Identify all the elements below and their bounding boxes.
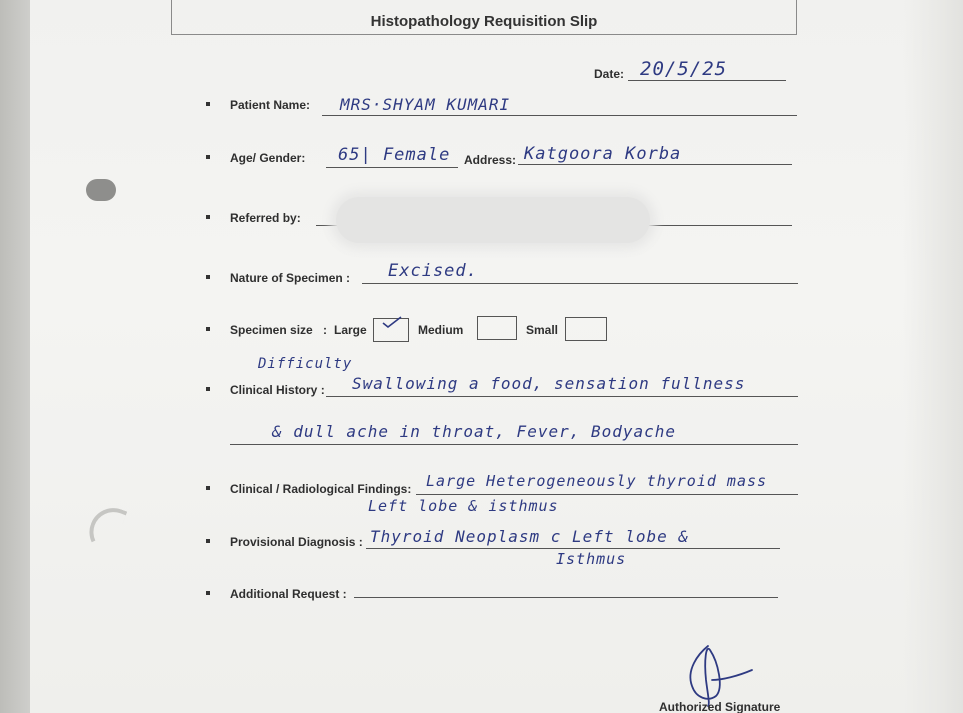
specimen-size-label: Specimen size: [230, 323, 313, 337]
specimen-size-colon: :: [323, 323, 327, 337]
referred-by-label: Referred by:: [230, 211, 301, 225]
size-medium-checkbox[interactable]: [477, 316, 517, 340]
patient-name-line: [322, 115, 797, 116]
authorized-signature-label: Authorized Signature: [659, 700, 781, 713]
bullet: [206, 102, 210, 106]
bullet: [206, 155, 210, 159]
clinical-history-line-1-text[interactable]: Swallowing a food, sensation fullness: [352, 374, 746, 393]
check-mark-icon: [382, 315, 402, 329]
additional-request-line: [354, 597, 778, 598]
date-label: Date:: [594, 67, 625, 81]
clinical-history-above[interactable]: Difficulty: [258, 356, 353, 372]
patient-name-label: Patient Name:: [230, 98, 311, 112]
clinical-history-line-2: [230, 444, 798, 445]
age-gender-line: [326, 167, 458, 168]
redacted-area: [336, 197, 650, 243]
nature-of-specimen-label: Nature of Specimen :: [230, 271, 351, 285]
age-gender-label: Age/ Gender:: [230, 151, 306, 165]
form-title: Histopathology Requisition Slip: [370, 12, 598, 30]
bullet: [206, 591, 210, 595]
clinical-history-label: Clinical History :: [230, 383, 325, 397]
size-large-label: Large: [334, 323, 367, 337]
size-small-label: Small: [526, 323, 559, 337]
additional-request-label: Additional Request :: [230, 587, 347, 601]
bullet: [206, 275, 210, 279]
age-gender-value[interactable]: 65| Female: [338, 145, 451, 165]
signature-icon: [678, 640, 758, 708]
bullet: [206, 327, 210, 331]
provisional-diagnosis-line-1-text[interactable]: Thyroid Neoplasm c Left lobe &: [370, 527, 689, 546]
address-line: [518, 164, 792, 165]
date-line: [628, 80, 786, 81]
provisional-diagnosis-label: Provisional Diagnosis :: [230, 535, 363, 549]
punch-hole: [86, 179, 116, 201]
paper-edge: [903, 0, 963, 713]
size-small-checkbox[interactable]: [565, 317, 607, 341]
findings-label: Clinical / Radiological Findings:: [230, 482, 412, 496]
bullet: [206, 387, 210, 391]
bullet: [206, 215, 210, 219]
clinical-history-line-2-text[interactable]: & dull ache in throat, Fever, Bodyache: [272, 422, 677, 441]
findings-line: [416, 494, 798, 495]
findings-line-1-text[interactable]: Large Heterogeneously thyroid mass: [426, 472, 768, 490]
bullet: [206, 486, 210, 490]
nature-of-specimen-value[interactable]: Excised.: [388, 261, 478, 281]
patient-name-value[interactable]: MRS·SHYAM KUMARI: [340, 95, 511, 114]
address-label: Address:: [464, 153, 517, 167]
provisional-diagnosis-line: [366, 548, 780, 549]
clinical-history-line-1: [326, 396, 798, 397]
title-box: [171, 0, 797, 35]
size-medium-label: Medium: [418, 323, 464, 337]
nature-of-specimen-line: [362, 283, 798, 284]
address-value[interactable]: Katgoora Korba: [524, 144, 682, 164]
findings-line-2-text[interactable]: Left lobe & isthmus: [368, 497, 559, 515]
date-value[interactable]: 20/5/25: [640, 58, 728, 80]
provisional-diagnosis-line-2-text[interactable]: Isthmus: [556, 550, 627, 568]
bullet: [206, 539, 210, 543]
